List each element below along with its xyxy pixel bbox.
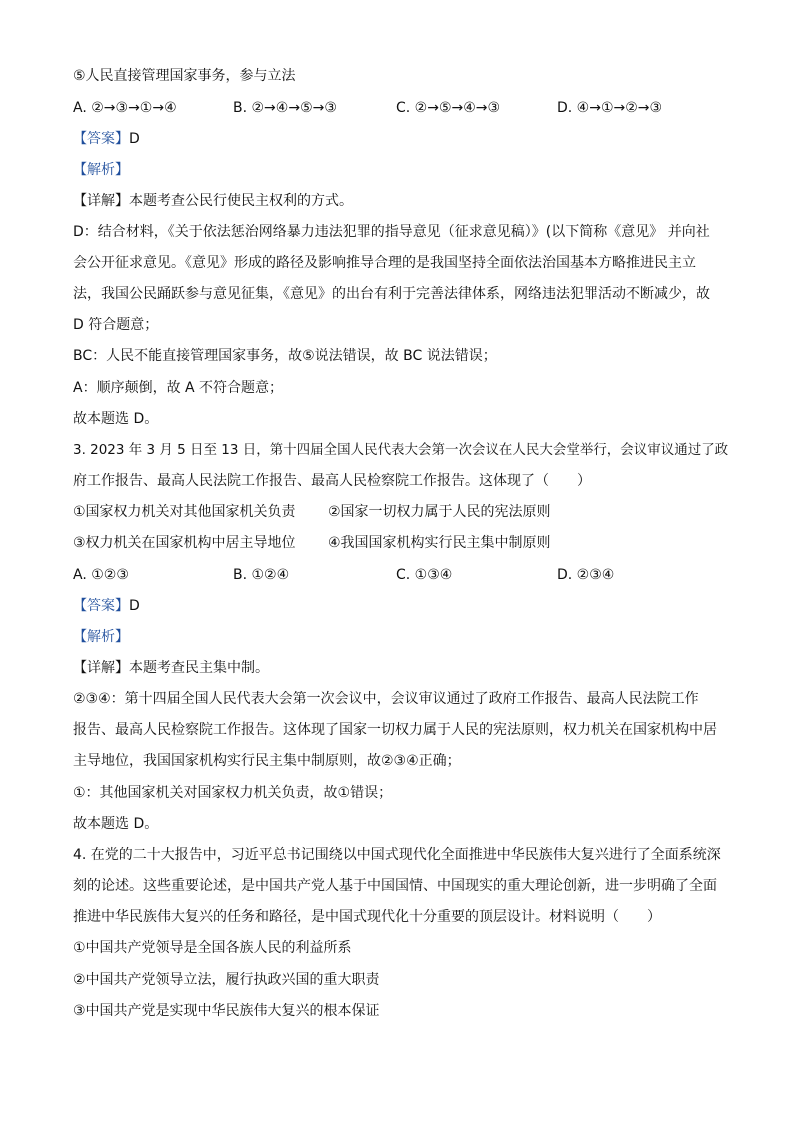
q3-item-1: ①国家权力机关对其他国家机关负责 [73,504,296,520]
answer-value: D [129,131,140,147]
detail-tag: 【详解】 [73,193,129,209]
detail-tag: 【详解】 [73,660,129,676]
q4-stem-line-1: 4. 在党的二十大报告中，习近平总书记围绕以中国式现代化全面推进中华民族伟大复兴进行了全面系统深 [73,847,721,863]
q3-stem-line-1: 3. 2023 年 3 月 5 日至 13 日，第十四届全国人民代表大会第一次会议在人民大会堂举行，会议审议通过了政 [73,442,729,458]
q3-line-1: ①：其他国家机关对国家权力机关负责，故①错误； [73,785,393,801]
q3-option-c: C. ①③④ [396,567,453,583]
q3-item-3: ③权力机关在国家机构中居主导地位 [73,535,296,551]
q3-analysis-line [73,627,728,647]
q2-para-d-line-1: D：结合材料，《关于依法惩治网络暴力违法犯罪的指导意见（征求意见稿）》(以下简称《意见》 并向社 [73,224,710,240]
q3-answer-line [73,596,728,616]
answer-tag: 【答案】 [73,131,129,147]
q2-line-bc: BC：人民不能直接管理国家事务，故⑤说法错误，故 BC 说法错误； [73,348,497,364]
q3-option-b: B. ①②④ [233,567,290,583]
detail-text: 本题考查民主集中制。 [129,660,269,676]
q3-stem-line-2: 府工作报告、最高人民法院工作报告、最高人民检察院工作报告。这体现了（ ） [73,473,591,489]
q4-stem-line-3: 推进中华民族伟大复兴的任务和路径，是中国式现代化十分重要的顶层设计。材料说明（ ） [73,909,661,925]
q3-item-4: ④我国国家机构实行民主集中制原则 [328,535,551,551]
q3-para-line-2: 报告、最高人民检察院工作报告。这体现了国家一切权力属于人民的宪法原则，权力机关在国家机构中居 [73,722,717,738]
q2-item-5: ⑤人民直接管理国家事务，参与立法 [73,68,296,84]
q4-item-3: ③中国共产党是实现中华民族伟大复兴的根本保证 [73,1003,380,1019]
q2-line-a: A：顺序颠倒，故 A 不符合题意； [73,380,284,396]
q3-option-a: A. ①②③ [73,567,129,583]
q3-conclusion: 故本题选 D。 [73,816,159,832]
q2-para-d-line-2: 会公开征求意见。《意见》形成的路径及影响推导合理的是我国坚持全面依法治国基本方略推进民主立 [73,255,696,271]
q3-option-d: D. ②③④ [557,567,615,583]
q3-item-2: ②国家一切权力属于人民的宪法原则 [328,504,551,520]
q2-para-d-line-3: 法，我国公民踊跃参与意见征集，《意见》的出台有利于完善法律体系，网络违法犯罪活动不断减少，故 [73,286,710,302]
q2-option-d: D. ④→①→②→③ [557,100,663,116]
q2-option-c: C. ②→⑤→④→③ [396,100,501,116]
q2-answer-line [73,129,728,149]
q2-detail-line [73,191,728,211]
q3-para-line-1: ②③④：第十四届全国人民代表大会第一次会议中，会议审议通过了政府工作报告、最高人民法院工作 [73,691,699,707]
q2-conclusion: 故本题选 D。 [73,411,159,427]
analysis-tag: 【解析】 [73,629,129,645]
q2-para-d-line-4: D 符合题意； [73,317,159,333]
q2-option-a: A. ②→③→①→④ [73,100,177,116]
q4-stem-line-2: 刻的论述。这些重要论述，是中国共产党人基于中国国情、中国现实的重大理论创新，进一步明确了全面 [73,878,717,894]
q4-item-1: ①中国共产党领导是全国各族人民的利益所系 [73,940,352,956]
q3-para-line-3: 主导地位，我国国家机构实行民主集中制原则，故②③④正确； [73,753,461,769]
answer-tag: 【答案】 [73,598,129,614]
analysis-tag: 【解析】 [73,162,129,178]
answer-value: D [129,598,140,614]
q3-detail-line [73,658,728,678]
q4-item-2: ②中国共产党领导立法，履行执政兴国的重大职责 [73,972,380,988]
detail-text: 本题考查公民行使民主权利的方式。 [129,193,353,209]
q2-analysis-line [73,160,728,180]
q2-option-b: B. ②→④→⑤→③ [233,100,337,116]
